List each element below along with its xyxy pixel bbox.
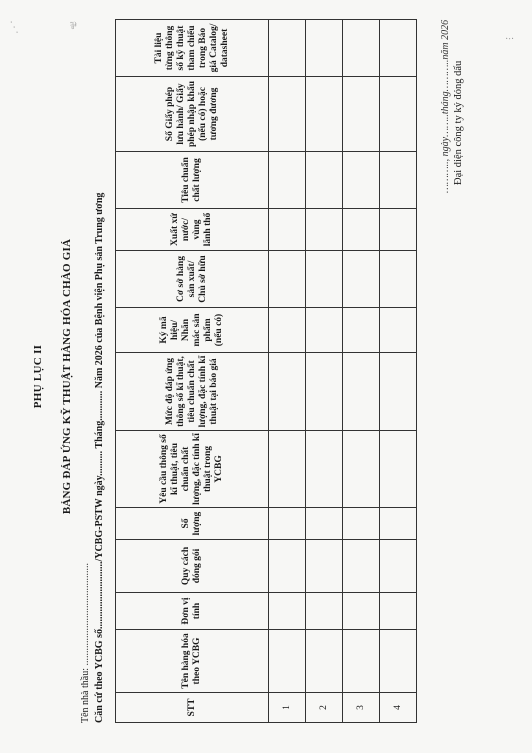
table-row (380, 20, 417, 723)
row-number: 1 (269, 693, 306, 723)
header-manufacturer: Cơ sở hàng sản xuất/ Chủ sở hữu (116, 251, 269, 308)
table-cell (380, 20, 417, 77)
appendix-title: PHỤ LỤC II (32, 344, 44, 409)
signature-block (440, 13, 464, 193)
table-cell (380, 353, 417, 431)
table-cell (306, 251, 343, 308)
row-number: 4 (380, 693, 417, 723)
signature-date-line: ……….., ngày……..tháng………..năm 2026 (440, 19, 451, 193)
header-reference-docs: Tài liệu từng thông số kỹ thuật tham chiếu trong Báo giá Catalog/ datasheet (116, 20, 269, 77)
header-unit: Đơn vị tính (116, 593, 269, 630)
table-cell (343, 353, 380, 431)
table-cell (306, 593, 343, 630)
table-cell (380, 152, 417, 209)
table-cell (343, 20, 380, 77)
table-cell (343, 251, 380, 308)
table-cell (343, 540, 380, 593)
row-number: 2 (306, 693, 343, 723)
table-cell (306, 308, 343, 353)
table-cell (269, 308, 306, 353)
table-cell (343, 508, 380, 540)
header-quantity: Số lượng (116, 508, 269, 540)
table-cell (269, 209, 306, 251)
header-requirements: Yêu cầu thông số kĩ thuật, tiêu chuẩn chất lượng, đặc tính kĩ thuật trong YCBG (116, 431, 269, 508)
header-item-name: Tên hàng hóa theo YCBG (116, 630, 269, 693)
header-compliance: Mức độ đáp ứng thông số kĩ thuật, tiêu chuẩn chất lượng, đặc tính kĩ thuật tại báo giá (116, 353, 269, 431)
signer-label: Đại diện công ty ký đóng dấu (453, 60, 464, 185)
header-model-code: Ký mã hiệu/ Nhãn mác sản phẩm (nếu có) (116, 308, 269, 353)
table-cell (343, 431, 380, 508)
row-number: 3 (343, 693, 380, 723)
table-cell (306, 431, 343, 508)
table-cell (306, 630, 343, 693)
table-row (306, 20, 343, 723)
table-cell (269, 152, 306, 209)
reference-line: Căn cứ theo YCBG số.........................../YCBG-PSTW ngày.......... Tháng............ Năm 2026 của Bệnh viện Phụ sản Trung ương (94, 192, 105, 723)
header-packaging: Quy cách đóng gói (116, 540, 269, 593)
table-cell (306, 353, 343, 431)
table-cell (269, 20, 306, 77)
scan-mark-right: ·∙· (505, 34, 515, 45)
table-cell (269, 630, 306, 693)
table-cell (380, 508, 417, 540)
table-cell (269, 540, 306, 593)
bidder-name-field: Tên nhà thầu: ......................................... (80, 563, 91, 723)
table-cell (343, 152, 380, 209)
header-quality-standard: Tiêu chuẩn chất lượng (116, 152, 269, 209)
table-cell (343, 593, 380, 630)
table-cell (380, 308, 417, 353)
table-cell (380, 431, 417, 508)
scan-mark-dots: · · · (4, 18, 23, 37)
document-title: BẢNG ĐÁP ỨNG KỸ THUẬT HÀNG HÓA CHÀO GIÁ (61, 238, 73, 515)
table-row (343, 20, 380, 723)
table-cell (343, 630, 380, 693)
table-row (269, 20, 306, 723)
table-cell (269, 353, 306, 431)
header-stt: STT (116, 693, 269, 723)
table-cell (380, 77, 417, 152)
table-cell (380, 209, 417, 251)
table-cell (343, 308, 380, 353)
table-cell (380, 630, 417, 693)
table-cell (343, 209, 380, 251)
table-cell (306, 508, 343, 540)
table-cell (306, 20, 343, 77)
table-cell (306, 152, 343, 209)
table-cell (380, 540, 417, 593)
table-cell (306, 77, 343, 152)
table-cell (380, 593, 417, 630)
scan-mark-top: ⅌ (70, 21, 77, 32)
header-license-number: Số Giấy phép lưu hành/ Giấy phép nhập khẩu (nếu có) hoặc tương đương (116, 77, 269, 152)
table-cell (343, 77, 380, 152)
table-cell (269, 251, 306, 308)
technical-response-table (115, 19, 417, 723)
table-cell (269, 593, 306, 630)
table-cell (306, 540, 343, 593)
table-cell (269, 431, 306, 508)
table-cell (269, 77, 306, 152)
table-cell (306, 209, 343, 251)
table-cell (269, 508, 306, 540)
header-origin: Xuất xứ nước/ vùng lãnh thổ (116, 209, 269, 251)
table-header-row (116, 20, 269, 723)
table-cell (380, 251, 417, 308)
